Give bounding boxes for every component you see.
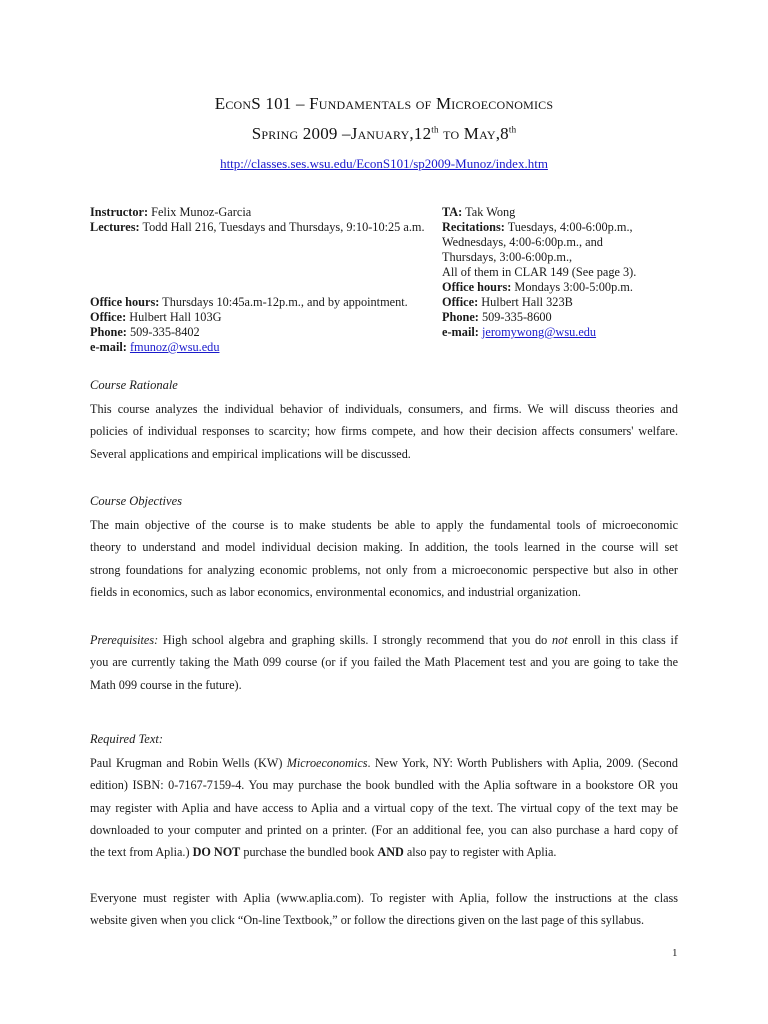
email-row xyxy=(90,340,430,355)
emphasis-do-not: DO NOT xyxy=(192,845,241,860)
rationale-heading: Course Rationale xyxy=(90,378,178,392)
office-value: Hulbert Hall 323B xyxy=(478,295,573,309)
text-span: the text from Aplia.) xyxy=(90,845,193,860)
instructor-name: Felix Munoz-Garcia xyxy=(148,205,252,219)
paragraph-line: The main objective of the course is to make students be able to apply the fundamental tools of microeconomic xyxy=(90,518,678,532)
text-span: also pay to register with Aplia. xyxy=(403,845,557,860)
emphasis-and: AND xyxy=(377,845,404,860)
required-text-paragraph xyxy=(90,752,678,863)
ta-office-hours-row xyxy=(442,280,742,295)
paragraph-line: downloaded to your computer and printed on a printer. (For an additional fee, you can also purchase a hard copy of xyxy=(90,822,678,837)
required-text-heading: Required Text: xyxy=(90,732,164,746)
paragraph-line: theory to understand and model individual decision making. In addition, the tools learned in the course will set xyxy=(90,540,678,555)
recitations-label: Recitations: xyxy=(442,220,505,234)
instructor-info xyxy=(90,205,430,355)
ta-label: TA: xyxy=(442,205,463,219)
semester-start: Spring 2009 –January,12 xyxy=(251,124,432,143)
objectives-heading: Course Objectives xyxy=(90,494,182,508)
paragraph-line: strong foundations for analyzing economic problems, not only from a microeconomic perspective but also in other xyxy=(90,562,678,577)
semester-dates xyxy=(0,124,768,144)
course-title-text: EconS 101 – Fundamentals of Microeconomics xyxy=(214,94,554,113)
text-span: purchase the bundled book xyxy=(240,845,378,860)
office-row xyxy=(90,310,430,325)
course-title xyxy=(0,94,768,114)
phone-label: Phone: xyxy=(442,310,479,324)
paragraph-line: may register with Aplia and have access to Aplia and a virtual copy of the text. The virtual copy of the text may be xyxy=(90,800,678,815)
office-hours-value: Mondays 3:00-5:00p.m. xyxy=(511,280,633,294)
office-hours-label: Office hours: xyxy=(90,295,160,309)
book-title: Microeconomics xyxy=(286,756,368,770)
recitations-row xyxy=(442,220,742,235)
paragraph-line xyxy=(90,841,678,863)
prerequisites-label: Prerequisites: xyxy=(90,633,159,647)
paragraph-line: edition) ISBN: 0-7167-7159-4. You may purchase the book bundled with the Aplia software in a bookstore OR you xyxy=(90,778,678,793)
page-number: 1 xyxy=(672,947,678,959)
ta-email-row xyxy=(442,325,742,340)
office-hours-label: Office hours: xyxy=(442,280,512,294)
paragraph-line xyxy=(90,629,678,651)
ta-info xyxy=(442,205,742,340)
office-hours-row xyxy=(90,295,430,310)
paragraph-line: Math 099 course in the future). xyxy=(90,677,242,692)
objectives-paragraph xyxy=(90,514,678,603)
ta-office-row xyxy=(442,295,742,310)
paragraph-line: This course analyzes the individual behavior of individuals, consumers, and firms. We will discuss theories and xyxy=(90,402,678,416)
ta-phone-row xyxy=(442,310,742,325)
phone-row xyxy=(90,325,430,340)
emphasis-not: not xyxy=(552,633,568,647)
registration-paragraph xyxy=(90,887,678,932)
ta-email-link[interactable]: jeromywong@wsu.edu xyxy=(481,325,597,339)
text-span: enroll in this class if xyxy=(567,633,678,647)
semester-end: to May,8 xyxy=(438,124,509,143)
course-website-link[interactable]: http://classes.ses.wsu.edu/EconS101/sp2009-Munoz/index.htm xyxy=(220,156,548,171)
ta-name: Tak Wong xyxy=(462,205,516,219)
recitations-line: Thursdays, 3:00-6:00p.m., xyxy=(442,250,573,264)
paragraph-line: Several applications and empirical implications will be discussed. xyxy=(90,446,411,461)
paragraph-line: Everyone must register with Aplia (www.aplia.com). To register with Aplia, follow the instructions at the class xyxy=(90,891,678,905)
paragraph-line: you are currently taking the Math 099 course (or if you failed the Math Placement test and you are going to take the xyxy=(90,655,678,670)
email-label: e-mail: xyxy=(442,325,479,339)
text-span: Paul Krugman and Robin Wells (KW) xyxy=(90,756,287,770)
paragraph-line xyxy=(90,752,678,774)
text-span: . New York, NY: Worth Publishers with Aplia, 2009. (Second xyxy=(367,756,678,770)
prerequisites-paragraph xyxy=(90,629,678,696)
ta-row xyxy=(442,205,742,220)
lectures-value: Todd Hall 216, Tuesdays and Thursdays, 9:10-10:25 a.m. xyxy=(139,220,425,234)
email-label: e-mail: xyxy=(90,340,127,354)
lectures-row xyxy=(90,220,430,235)
office-label: Office: xyxy=(90,310,127,324)
instructor-label: Instructor: xyxy=(90,205,149,219)
instructor-email-link[interactable]: fmunoz@wsu.edu xyxy=(129,340,220,354)
phone-value: 509-335-8402 xyxy=(126,325,200,339)
ordinal-suffix: th xyxy=(508,124,517,135)
text-span: High school algebra and graphing skills. I strongly recommend that you do xyxy=(158,633,552,647)
office-value: Hulbert Hall 103G xyxy=(126,310,222,324)
paragraph-line: policies of individual responses to scarcity; how firms compete, and how their decision affects consumers' welfare. xyxy=(90,424,678,439)
ordinal-suffix: th xyxy=(431,124,439,135)
recitations-value: Tuesdays, 4:00-6:00p.m., xyxy=(504,220,633,234)
course-website xyxy=(0,156,768,172)
paragraph-line: fields in economics, such as labor economics, environmental economics, and industrial organization. xyxy=(90,584,581,599)
lectures-label: Lectures: xyxy=(90,220,140,234)
phone-value: 509-335-8600 xyxy=(478,310,552,324)
office-hours-value: Thursdays 10:45a.m-12p.m., and by appointment. xyxy=(159,295,408,309)
office-label: Office: xyxy=(442,295,479,309)
recitations-location: All of them in CLAR 149 (See page 3). xyxy=(442,265,637,279)
instructor-row xyxy=(90,205,430,220)
phone-label: Phone: xyxy=(90,325,127,339)
paragraph-line: website given when you click “On-line Textbook,” or follow the directions given on the last page of this syllabus. xyxy=(90,913,645,928)
recitations-line: Wednesdays, 4:00-6:00p.m., and xyxy=(442,235,603,249)
rationale-paragraph xyxy=(90,398,678,465)
